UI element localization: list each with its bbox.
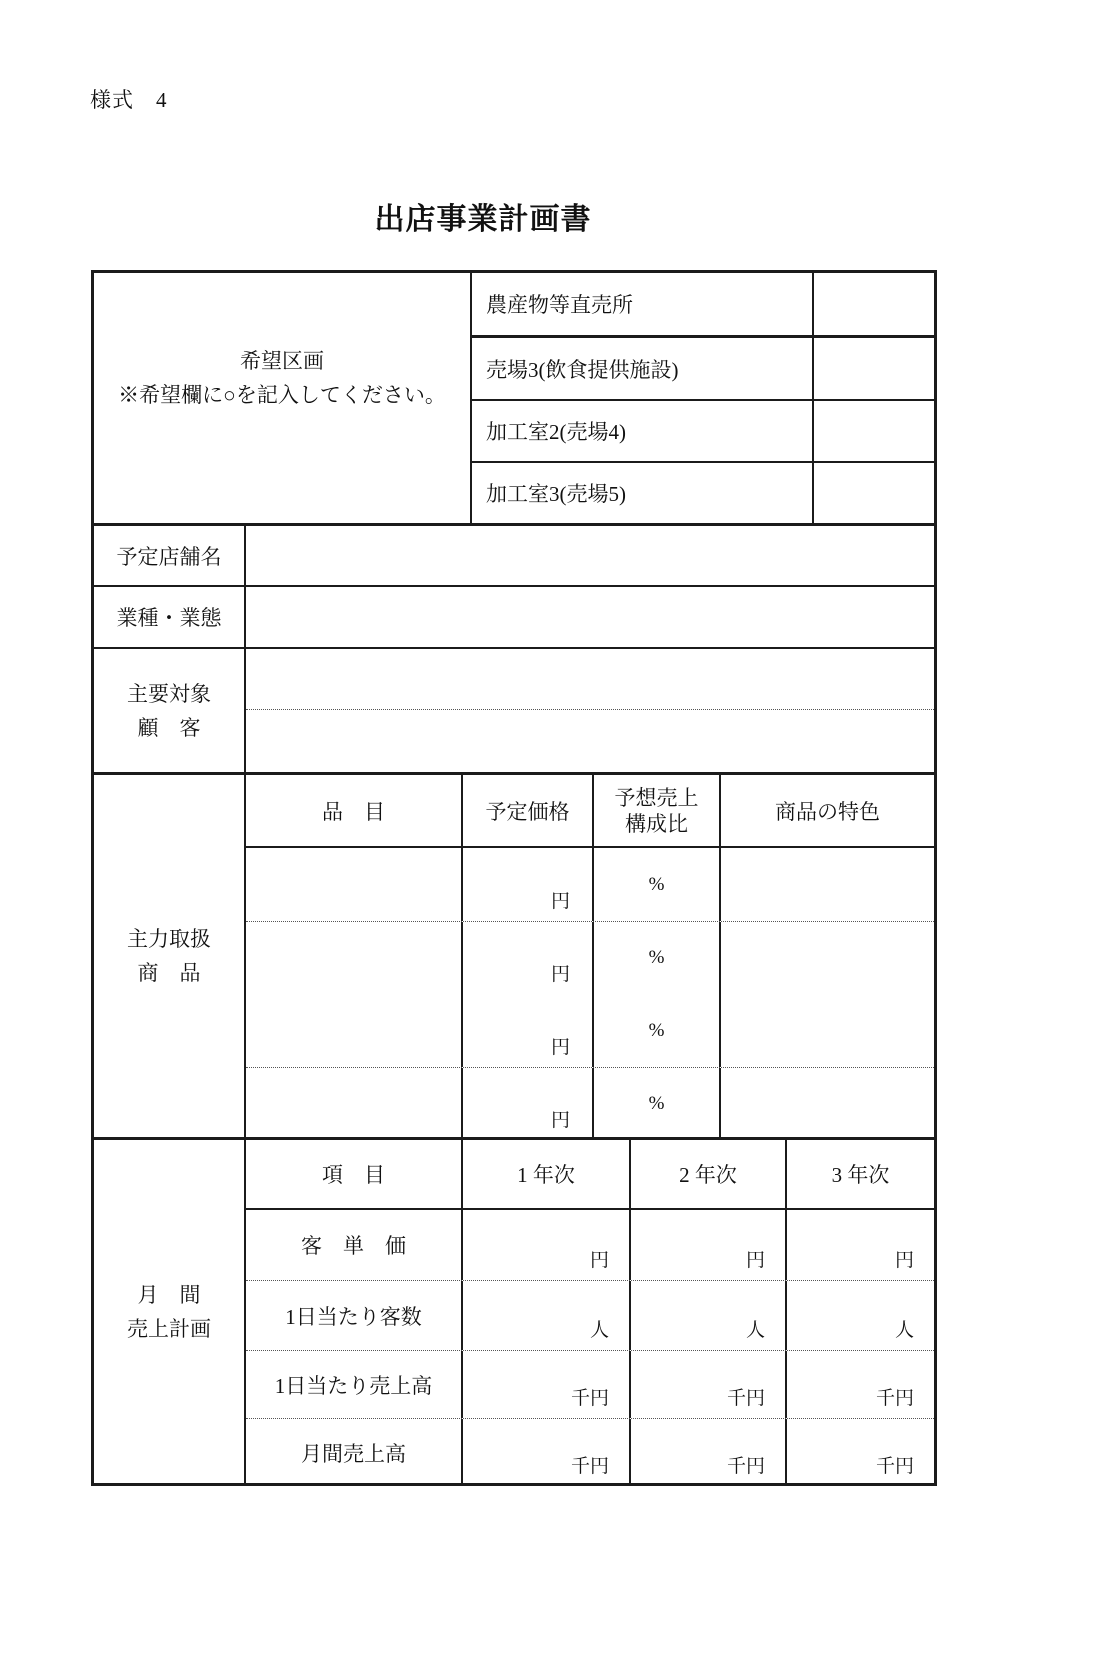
sales-year1-cell[interactable]	[461, 1210, 629, 1280]
option-mark-cell-processing-room-3[interactable]	[812, 463, 934, 523]
product-price-cell[interactable]	[461, 848, 592, 921]
option-label-sales-floor-3: 売場3(飲食提供施設)	[486, 357, 679, 382]
product-row	[246, 921, 934, 994]
sales-year3-cell[interactable]	[785, 1419, 934, 1486]
option-mark-cell-direct-sales[interactable]	[812, 273, 934, 335]
product-header-price: 予定価格	[461, 775, 592, 846]
store-name-value[interactable]	[246, 526, 934, 585]
percent-unit-label: %	[648, 1093, 665, 1114]
yen-unit-label: 円	[550, 891, 570, 912]
thousand-yen-unit-label: 千円	[875, 1388, 914, 1409]
product-ratio-cell[interactable]	[592, 848, 719, 921]
field-row-target-customer	[94, 647, 934, 772]
sales-year3-cell[interactable]	[785, 1281, 934, 1350]
percent-unit-label: %	[648, 873, 665, 895]
sales-header-year2: 2 年次	[629, 1140, 785, 1208]
main-products-grid	[246, 775, 934, 1137]
monthly-sales-grid	[246, 1140, 934, 1483]
product-feature-cell[interactable]	[719, 994, 934, 1067]
option-label-processing-room-3: 加工室3(売場5)	[486, 482, 626, 506]
target-customer-value-top[interactable]	[246, 649, 934, 709]
product-header-row	[246, 775, 934, 848]
option-row	[472, 273, 934, 335]
product-item-cell[interactable]	[246, 1068, 461, 1140]
percent-unit-label: %	[648, 947, 665, 968]
sales-row	[246, 1280, 934, 1350]
business-type-value[interactable]	[246, 587, 934, 647]
yen-unit-label: 円	[550, 1037, 570, 1058]
main-products-label-line1: 主力取扱	[127, 927, 211, 951]
monthly-sales-label-line2: 売上計画	[127, 1316, 211, 1341]
product-ratio-cell[interactable]	[592, 922, 719, 994]
form-number: 様式 4	[90, 88, 168, 112]
person-unit-label: 人	[894, 1320, 914, 1341]
sales-year2-cell[interactable]	[629, 1419, 785, 1486]
sales-row-label: 1日当たり客数	[285, 1304, 422, 1329]
option-mark-cell-processing-room-2[interactable]	[812, 401, 934, 461]
target-customer-label-line2: 顧 客	[137, 715, 201, 740]
sales-year3-cell[interactable]	[785, 1210, 934, 1280]
product-row	[246, 848, 934, 921]
product-header-ratio-line2: 構成比	[625, 811, 688, 836]
desired-unit-heading: 希望区画	[240, 349, 324, 373]
thousand-yen-unit-label: 千円	[726, 1456, 765, 1477]
person-unit-label: 人	[745, 1320, 765, 1341]
store-name-label: 予定店舗名	[94, 526, 246, 585]
field-row-business-type	[94, 585, 934, 647]
yen-unit-label: 円	[550, 1110, 570, 1131]
product-feature-cell[interactable]	[719, 1068, 934, 1140]
sales-header-year1: 1 年次	[461, 1140, 629, 1208]
section-desired-unit	[94, 273, 934, 523]
sales-row	[246, 1350, 934, 1418]
sales-year3-cell[interactable]	[785, 1351, 934, 1418]
product-price-cell[interactable]	[461, 1068, 592, 1140]
product-feature-cell[interactable]	[719, 922, 934, 994]
product-row	[246, 1067, 934, 1140]
desired-unit-cell	[94, 273, 472, 523]
sales-header-year3: 3 年次	[785, 1140, 934, 1208]
product-price-cell[interactable]	[461, 922, 592, 994]
page-title: 出店事業計画書	[374, 203, 592, 236]
sales-year2-cell[interactable]	[629, 1281, 785, 1350]
sales-year2-cell[interactable]	[629, 1351, 785, 1418]
sales-row	[246, 1210, 934, 1280]
thousand-yen-unit-label: 千円	[570, 1456, 609, 1477]
desired-unit-options	[472, 273, 934, 523]
sales-row-label: 月間売上高	[301, 1441, 406, 1466]
sales-row	[246, 1418, 934, 1486]
sales-header-row	[246, 1140, 934, 1210]
option-label-direct-sales: 農産物等直売所	[486, 293, 633, 317]
option-row	[472, 335, 934, 399]
target-customer-value-bottom[interactable]	[246, 710, 934, 772]
target-customer-label-line1: 主要対象	[127, 681, 211, 706]
section-main-products	[94, 772, 934, 1137]
product-item-cell[interactable]	[246, 994, 461, 1067]
yen-unit-label: 円	[550, 964, 570, 985]
product-header-ratio	[592, 775, 719, 846]
target-customer-value[interactable]	[246, 649, 934, 772]
product-ratio-cell[interactable]	[592, 994, 719, 1067]
section-monthly-sales-plan	[94, 1137, 934, 1483]
sales-year1-cell[interactable]	[461, 1419, 629, 1486]
option-label-processing-room-2: 加工室2(売場4)	[486, 420, 626, 444]
product-header-item: 品 目	[322, 799, 385, 824]
sales-header-item: 項 目	[322, 1163, 385, 1187]
product-row	[246, 994, 934, 1067]
yen-unit-label: 円	[589, 1250, 609, 1271]
sales-year2-cell[interactable]	[629, 1210, 785, 1280]
option-row	[472, 399, 934, 461]
option-mark-cell-sales-floor-3[interactable]	[812, 338, 934, 399]
target-customer-label	[94, 649, 246, 772]
product-feature-cell[interactable]	[719, 848, 934, 921]
person-unit-label: 人	[589, 1320, 609, 1341]
monthly-sales-label-line1: 月 間	[137, 1282, 201, 1307]
thousand-yen-unit-label: 千円	[570, 1388, 609, 1409]
sales-year1-cell[interactable]	[461, 1351, 629, 1418]
product-item-cell[interactable]	[246, 922, 461, 994]
monthly-sales-section-label	[94, 1140, 246, 1483]
option-row	[472, 461, 934, 523]
sales-year1-cell[interactable]	[461, 1281, 629, 1350]
percent-unit-label: %	[648, 1019, 665, 1041]
thousand-yen-unit-label: 千円	[726, 1388, 765, 1409]
business-type-label: 業種・業態	[94, 587, 246, 647]
product-ratio-cell[interactable]	[592, 1068, 719, 1140]
business-plan-table	[91, 270, 937, 1486]
thousand-yen-unit-label: 千円	[875, 1456, 914, 1477]
main-products-label-line2: 商 品	[137, 961, 201, 985]
product-header-feature: 商品の特色	[719, 775, 934, 846]
yen-unit-label: 円	[894, 1250, 914, 1271]
main-products-section-label	[94, 775, 246, 1137]
product-price-cell[interactable]	[461, 994, 592, 1067]
sales-row-label: 1日当たり売上高	[274, 1373, 433, 1398]
desired-unit-note: ※希望欄に○を記入してください。	[118, 383, 446, 407]
yen-unit-label: 円	[745, 1250, 765, 1271]
product-header-ratio-line1: 予想売上	[614, 785, 699, 810]
product-item-cell[interactable]	[246, 848, 461, 921]
field-row-store-name	[94, 523, 934, 585]
sales-row-label: 客 単 価	[301, 1234, 406, 1258]
